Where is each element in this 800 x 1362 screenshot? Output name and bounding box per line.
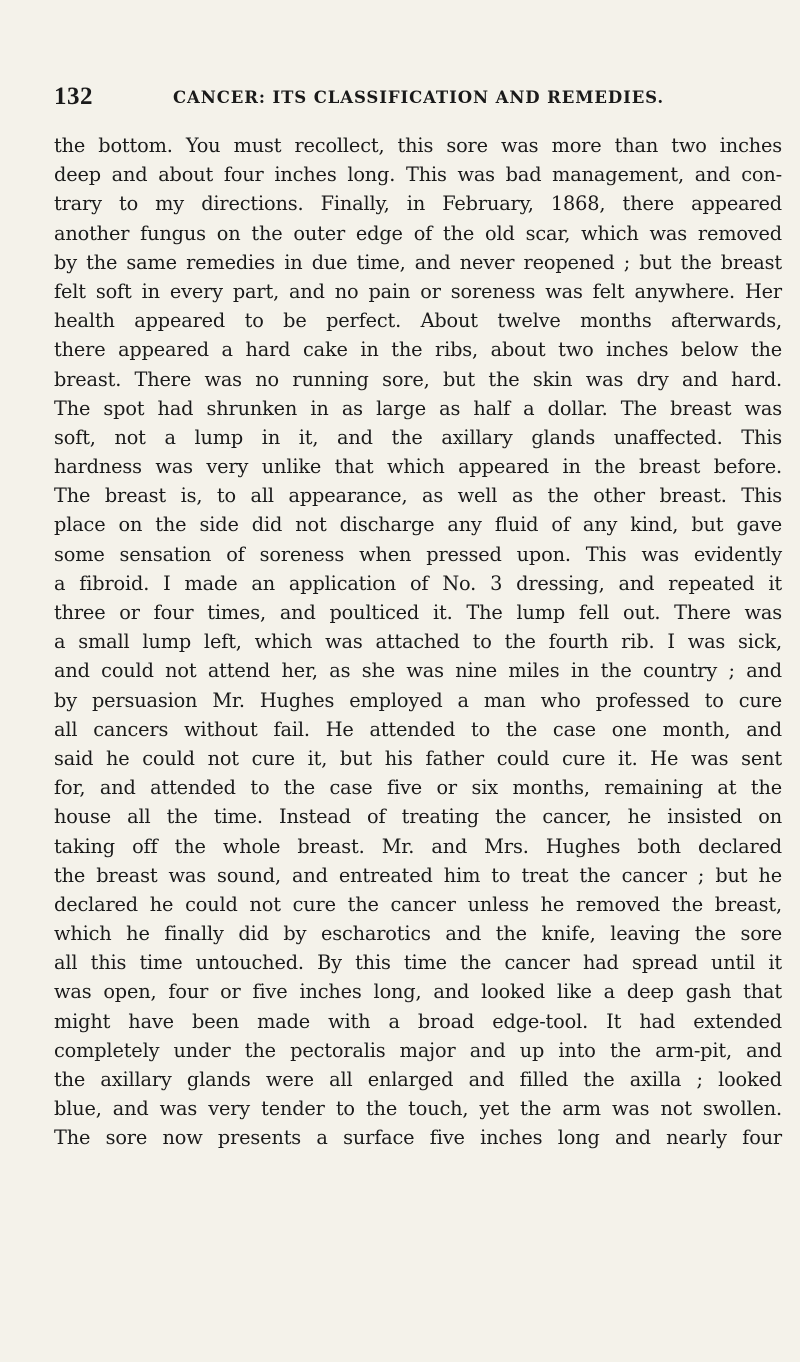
text-line: a small lump left, which was attached to the fourth rib. I was sick, bbox=[54, 630, 782, 654]
text-line: felt soft in every part, and no pain or soreness was felt anywhere. Her bbox=[54, 279, 782, 303]
text-line: trary to my directions. Finally, in February, 1868, there appeared bbox=[54, 192, 782, 216]
text-line: breast. There was no running sore, but the skin was dry and hard. bbox=[54, 367, 782, 391]
text-line: The spot had shrunken in as large as half a dollar. The breast was bbox=[54, 396, 782, 420]
text-line: there appeared a hard cake in the ribs, about two inches below the bbox=[54, 338, 782, 362]
text-line: which he finally did by escharotics and the knife, leaving the sore bbox=[54, 922, 782, 946]
text-line: was open, four or five inches long, and looked like a deep gash that bbox=[54, 980, 782, 1004]
text-line: all this time untouched. By this time the cancer had spread until it bbox=[54, 951, 782, 975]
text-line: place on the side did not discharge any fluid of any kind, but gave bbox=[54, 513, 782, 537]
text-line: hardness was very unlike that which appeared in the breast before. bbox=[54, 455, 782, 479]
text-line: declared he could not cure the cancer unless he removed the breast, bbox=[54, 892, 782, 916]
text-line: by persuasion Mr. Hughes employed a man who professed to cure bbox=[54, 688, 782, 712]
text-line: the breast was sound, and entreated him to treat the cancer ; but he bbox=[54, 863, 782, 887]
text-line: blue, and was very tender to the touch, yet the arm was not swollen. bbox=[54, 1097, 782, 1121]
text-line: health appeared to be perfect. About twelve months afterwards, bbox=[54, 309, 782, 333]
text-line: said he could not cure it, but his father could cure it. He was sent bbox=[54, 746, 782, 770]
text-line: three or four times, and poulticed it. The lump fell out. There was bbox=[54, 601, 782, 624]
text-line: the bottom. You must recollect, this sore was more than two inches bbox=[54, 134, 782, 157]
text-line: for, and attended to the case five or six months, remaining at the bbox=[54, 776, 782, 800]
text-line: by the same remedies in due time, and never reopened ; but the breast bbox=[54, 250, 782, 274]
page-number: 132 bbox=[54, 83, 93, 110]
text-line: deep and about four inches long. This was bad management, and con- bbox=[54, 163, 782, 187]
text-line: and could not attend her, as she was nine miles in the country ; and bbox=[54, 659, 782, 683]
text-line: another fungus on the outer edge of the old scar, which was removed bbox=[54, 221, 782, 245]
page-header bbox=[54, 83, 784, 113]
text-line: completely under the pectoralis major and up into the arm-pit, and bbox=[54, 1038, 782, 1062]
body-text bbox=[54, 131, 782, 1153]
text-line: house all the time. Instead of treating the cancer, he insisted on bbox=[54, 805, 782, 829]
text-line: a fibroid. I made an application of No. 3 dressing, and repeated it bbox=[54, 571, 782, 595]
text-line: The sore now presents a surface five inches long and nearly four bbox=[54, 1126, 782, 1150]
text-line: soft, not a lump in it, and the axillary glands unaffected. This bbox=[54, 425, 782, 449]
text-line: the axillary glands were all enlarged and filled the axilla ; looked bbox=[54, 1068, 782, 1091]
running-title: CANCER: ITS CLASSIFICATION AND REMEDIES. bbox=[173, 88, 665, 107]
text-line: all cancers without fail. He attended to the case one month, and bbox=[54, 717, 782, 741]
text-line: some sensation of soreness when pressed upon. This was evidently bbox=[54, 542, 782, 566]
text-line: taking off the whole breast. Mr. and Mrs. Hughes both declared bbox=[54, 834, 782, 858]
text-line: might have been made with a broad edge-tool. It had extended bbox=[54, 1009, 782, 1033]
text-line: The breast is, to all appearance, as well as the other breast. This bbox=[54, 484, 782, 508]
